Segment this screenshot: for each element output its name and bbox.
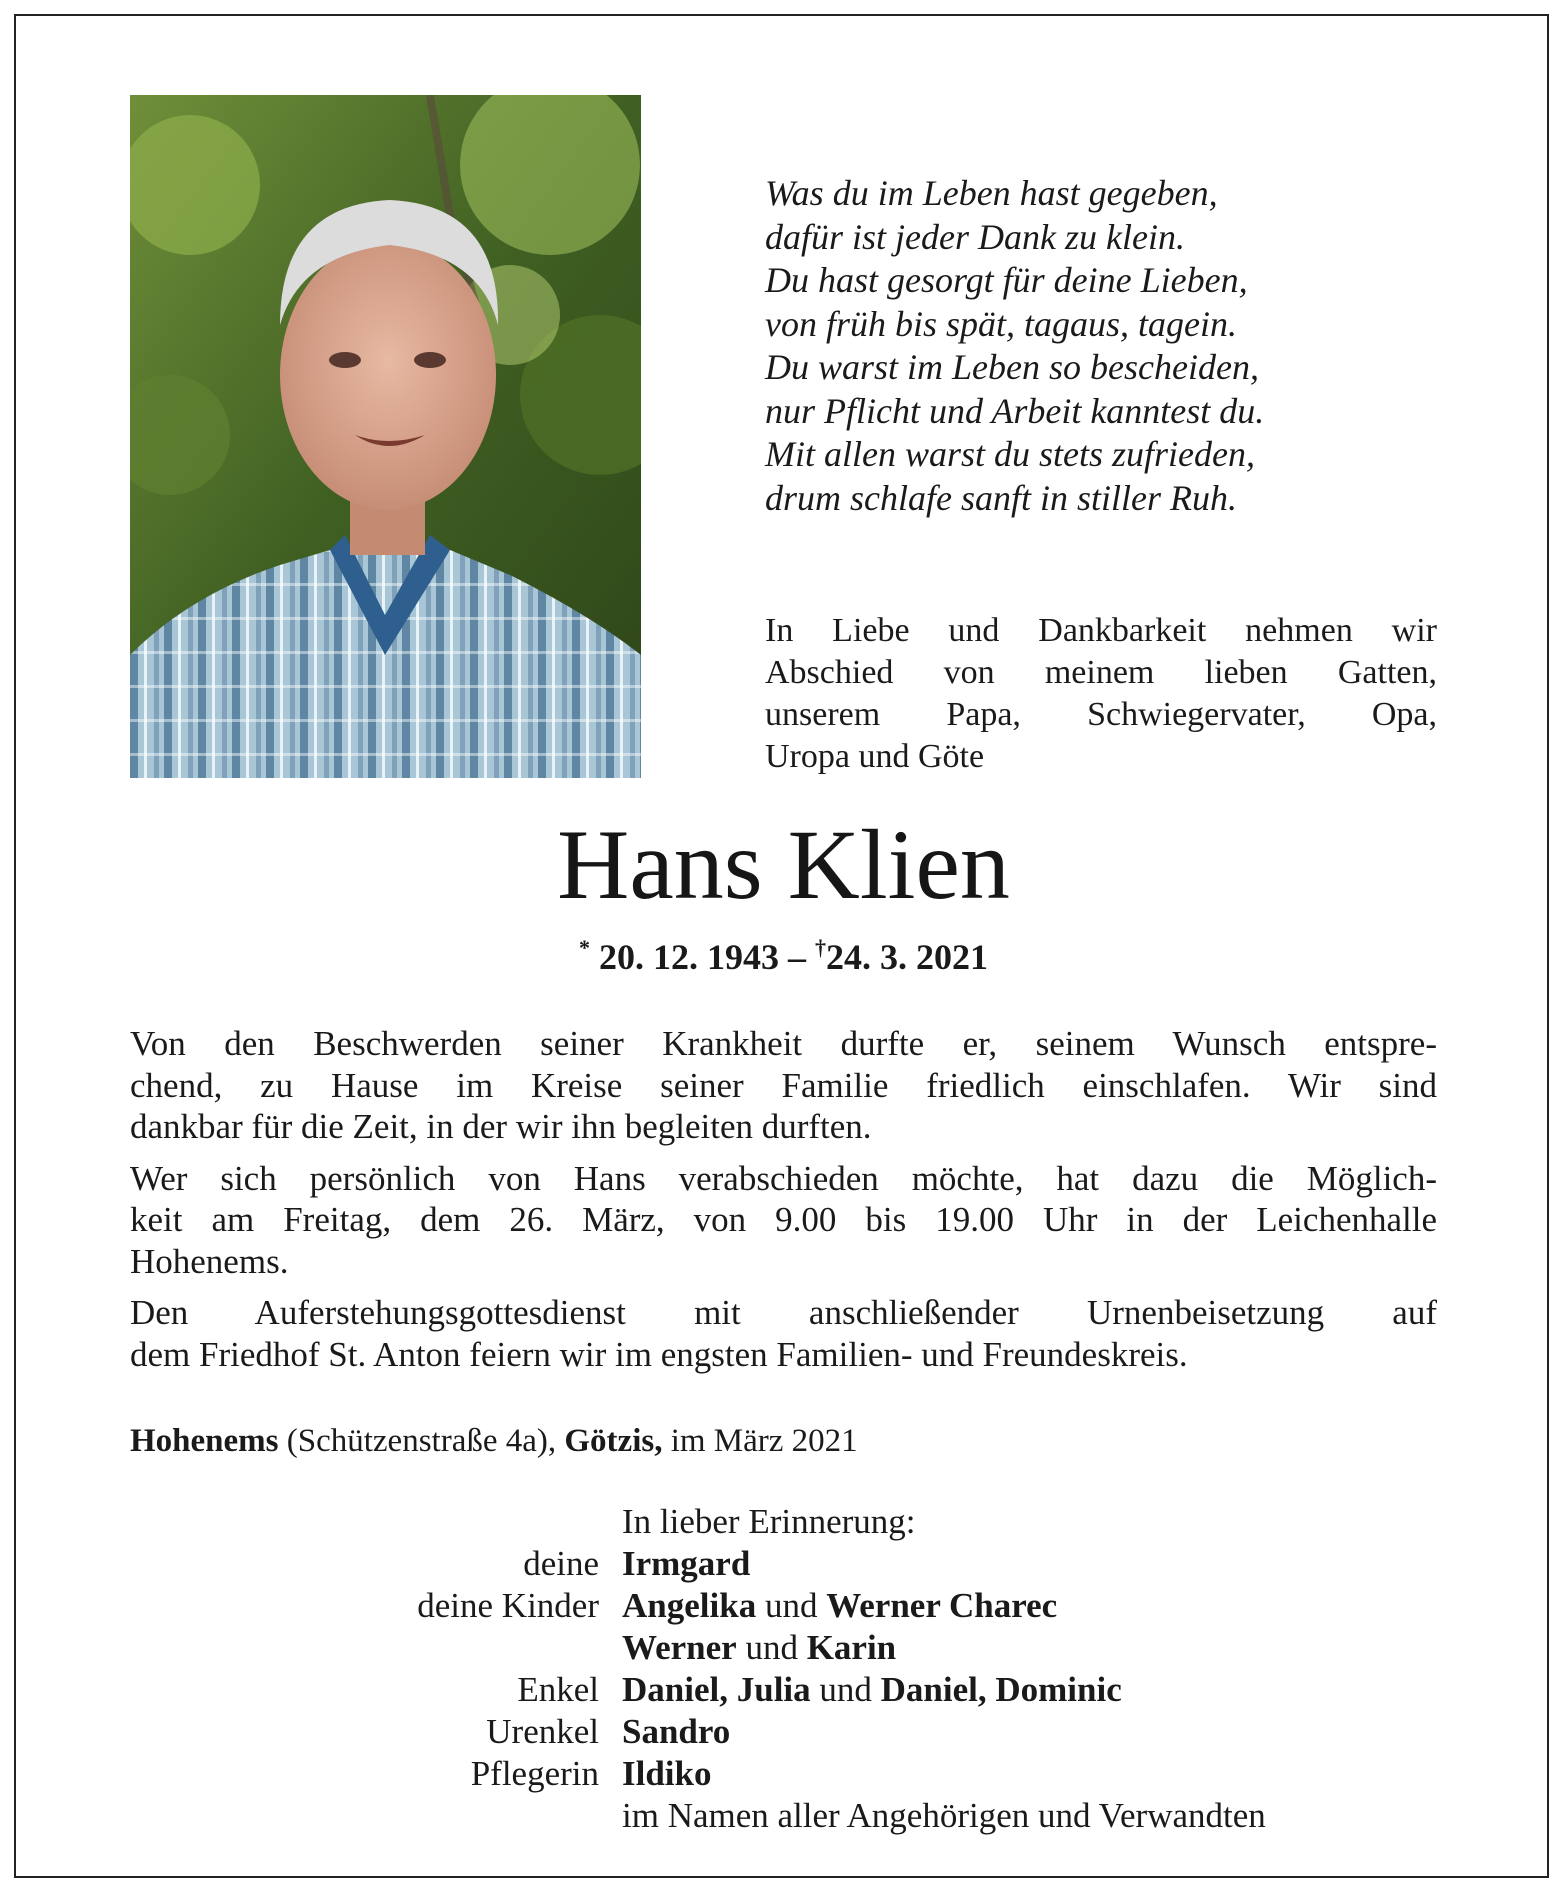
death-date: 24. 3. 2021 [826, 937, 988, 977]
mourner-names [622, 1585, 1450, 1627]
deceased-name: Hans Klien [557, 809, 1010, 920]
poem-line: dafür ist jeder Dank zu klein. [765, 216, 1185, 257]
portrait-photo-icon [130, 95, 641, 778]
paragraph-passing [130, 1023, 1437, 1148]
farewell-intro [765, 610, 1437, 778]
paragraph-service [130, 1292, 1437, 1375]
place-address: (Schützenstraße 4a), [278, 1423, 565, 1459]
intro-line: Uropa und Göte [765, 738, 985, 775]
mourner-relation: Enkel [517, 1670, 599, 1709]
mourner-name: Irmgard [622, 1544, 751, 1583]
mourner-row [130, 1669, 1450, 1711]
mourner-row [130, 1627, 1450, 1669]
name-connector: und [756, 1586, 827, 1625]
birth-date: 20. 12. 1943 [599, 937, 779, 977]
date-separator: – [788, 937, 806, 977]
paragraph-viewing [130, 1158, 1437, 1283]
body-line: dankbar für die Zeit, in der wir ihn begleiten durften. [130, 1107, 872, 1146]
mourner-name: Ildiko [622, 1754, 712, 1793]
mourner-name: Angelika [622, 1586, 757, 1625]
body-line: Wer sich persönlich von Hans verabschieden möchte, hat dazu die Möglich- [130, 1158, 1437, 1198]
signature-footer: im Namen aller Angehörigen und Verwandten [622, 1796, 1266, 1835]
signature-footer-row [130, 1795, 1450, 1837]
mourner-names [622, 1543, 1450, 1585]
intro-line: Abschied von meinem lieben Gatten, [765, 654, 1437, 691]
signature-rows [130, 1543, 1450, 1795]
poem-line: drum schlafe sanft in stiller Ruh. [765, 477, 1237, 518]
poem-line: Du warst im Leben so bescheiden, [765, 347, 1259, 387]
death-symbol: † [815, 935, 826, 960]
mourner-row [130, 1753, 1450, 1795]
mourner-name: Sandro [622, 1712, 731, 1751]
body-line: keit am Freitag, dem 26. März, von 9.00 bis 19.00 Uhr in der Leichenhalle [130, 1200, 1437, 1239]
mourner-relation [130, 1627, 622, 1669]
announcement-body [130, 1023, 1437, 1385]
intro-line: unserem Papa, Schwiegervater, Opa, [765, 696, 1437, 733]
mourner-name: Karin [806, 1628, 897, 1667]
poem-line: Was du im Leben hast gegeben, [765, 173, 1218, 213]
body-line: chend, zu Hause im Kreise seiner Familie friedlich einschlafen. Wir sind [130, 1065, 1437, 1105]
name-connector: und [736, 1628, 807, 1667]
body-line: dem Friedhof St. Anton feiern wir im engsten Familien- und Freundeskreis. [130, 1334, 1188, 1374]
birth-symbol: * [579, 935, 590, 960]
mourner-name: Daniel, Julia [622, 1670, 811, 1709]
mourner-names [622, 1669, 1450, 1711]
mourner-names [622, 1711, 1450, 1753]
portrait-photo [130, 95, 641, 778]
signature-heading-row [130, 1501, 1450, 1543]
place-and-date [130, 1423, 858, 1460]
body-line: Den Auferstehungsgottesdienst mit anschließender Urnenbeisetzung auf [130, 1293, 1437, 1332]
place-town-1: Hohenems [130, 1423, 279, 1459]
mourner-names [622, 1753, 1450, 1795]
memorial-poem [765, 172, 1485, 520]
poem-line: nur Pflicht und Arbeit kanntest du. [765, 390, 1265, 431]
mourner-row [130, 1585, 1450, 1627]
mourner-name: Daniel, Dominic [880, 1670, 1122, 1709]
mourner-name: Werner Charec [826, 1586, 1058, 1625]
mourner-name: Werner [622, 1628, 737, 1667]
body-line: Hohenems. [130, 1241, 289, 1281]
mourners-signature [130, 1501, 1450, 1837]
mourner-relation: Urenkel [486, 1712, 599, 1751]
mourner-relation: deine [523, 1544, 599, 1583]
mourner-names [622, 1627, 1450, 1669]
body-line: Von den Beschwerden seiner Krankheit durfte er, seinem Wunsch entspre- [130, 1024, 1437, 1063]
life-dates [0, 935, 1567, 978]
poem-line: von früh bis spät, tagaus, tagein. [765, 303, 1238, 344]
mourner-row [130, 1543, 1450, 1585]
poem-line: Mit allen warst du stets zufrieden, [765, 434, 1255, 474]
place-town-2: Götzis, [564, 1423, 663, 1459]
mourner-relation: Pflegerin [470, 1754, 599, 1793]
name-connector: und [810, 1670, 881, 1709]
signature-heading: In lieber Erinnerung: [622, 1502, 916, 1541]
mourner-row [130, 1711, 1450, 1753]
intro-line: In Liebe und Dankbarkeit nehmen wir [765, 612, 1437, 649]
mourner-relation: deine Kinder [417, 1586, 599, 1625]
place-date: im März 2021 [662, 1423, 858, 1459]
poem-line: Du hast gesorgt für deine Lieben, [765, 260, 1248, 300]
